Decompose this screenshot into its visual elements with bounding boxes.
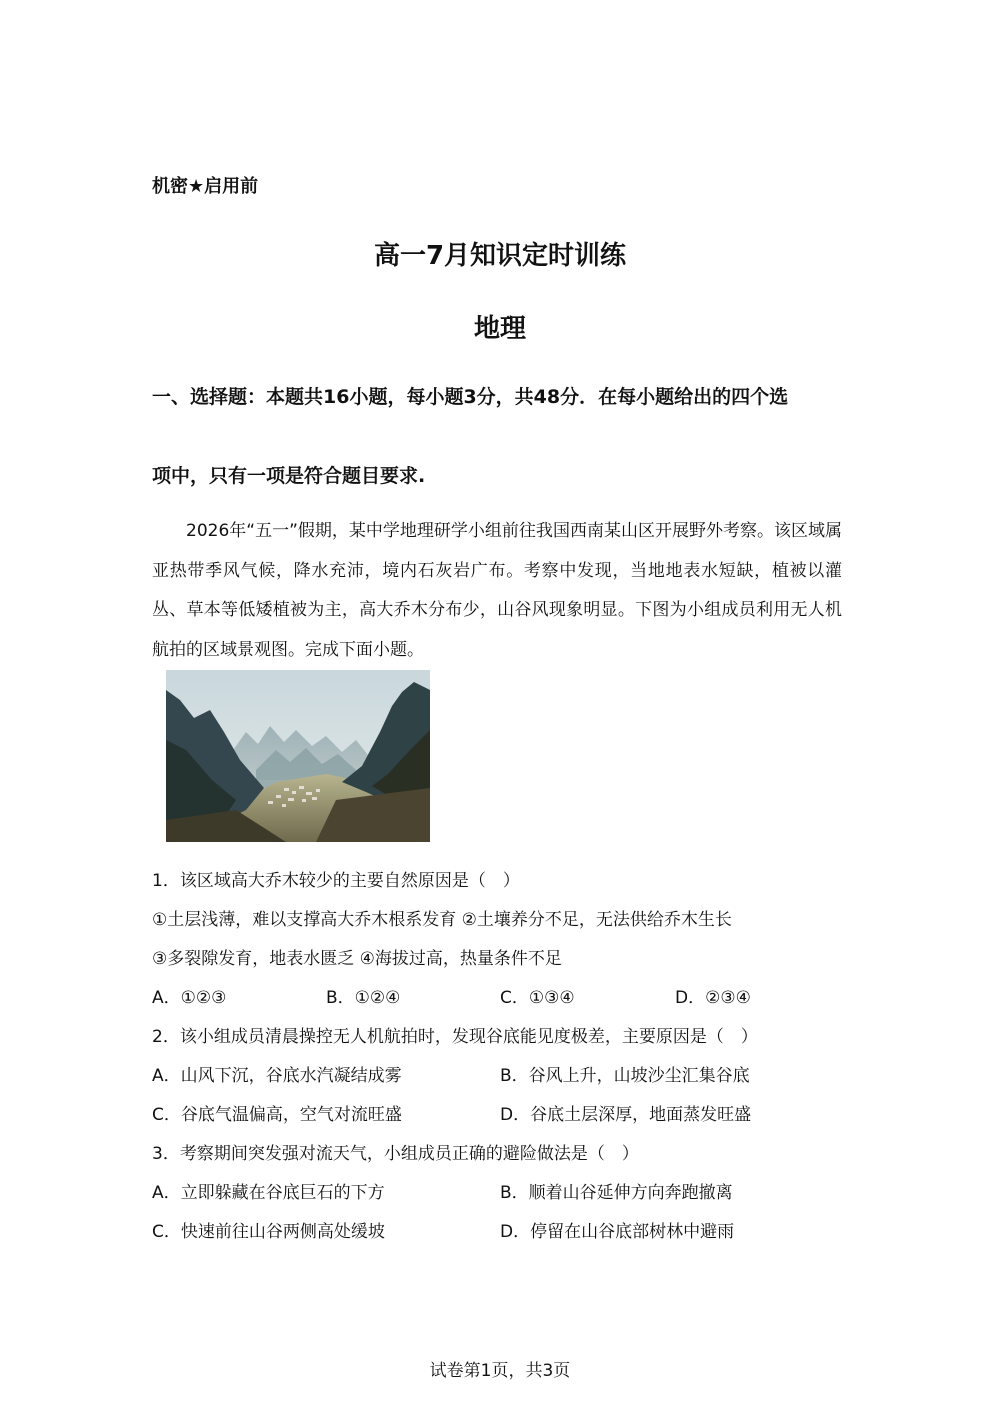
question-1-statements-line2: ③多裂隙发育，地表水匮乏 ④海拔过高，热量条件不足 [152, 949, 562, 969]
confidential-label: 机密★启用前 [152, 176, 259, 197]
section-heading-line1: 一、选择题：本题共16小题，每小题3分，共48分．在每小题给出的四个选 [152, 386, 789, 408]
question-1-option-d: D．②③④ [675, 988, 751, 1008]
question-3-option-a: A．立即躲藏在谷底巨石的下方 [152, 1183, 385, 1203]
question-2-option-c: C．谷底气温偏高，空气对流旺盛 [152, 1105, 402, 1125]
passage-text: 2026年“五一”假期，某中学地理研学小组前往我国西南某山区开展野外考察。该区域属亚热带季风气候，降水充沛，境内石灰岩广布。考察中发现，当地地表水短缺，植被以灌丛、草本等低矮植被为主，高大乔木分布少，山谷风现象明显。下图为小组成员利用无人机航拍的区域景观图。完成下面小题。 [152, 521, 842, 660]
question-1-option-b: B．①②④ [326, 988, 401, 1008]
question-1-statements-line1: ①土层浅薄，难以支撑高大乔木根系发育 ②土壤养分不足，无法供给乔木生长 [152, 910, 732, 930]
exam-title: 高一7月知识定时训练 [373, 241, 627, 271]
aerial-landscape-photo [166, 670, 430, 842]
page-footer: 试卷第1页，共3页 [429, 1361, 571, 1381]
section-heading-line2: 项中，只有一项是符合题目要求. [152, 465, 426, 487]
question-2-option-a: A．山风下沉，谷底水汽凝结成雾 [152, 1066, 402, 1086]
question-1-stem: 1．该区域高大乔木较少的主要自然原因是（ ） [152, 871, 520, 891]
question-1-option-a: A．①②③ [152, 988, 227, 1008]
question-3-stem: 3．考察期间突发强对流天气，小组成员正确的避险做法是（ ） [152, 1144, 639, 1164]
question-1-option-c: C．①③④ [500, 988, 575, 1008]
question-2-option-d: D．谷底土层深厚，地面蒸发旺盛 [500, 1105, 752, 1125]
question-3-option-c: C．快速前往山谷两侧高处缓坡 [152, 1222, 385, 1242]
question-2-option-b: B．谷风上升，山坡沙尘汇集谷底 [500, 1066, 750, 1086]
question-3-option-b: B．顺着山谷延伸方向奔跑撤离 [500, 1183, 733, 1203]
subject-title: 地理 [473, 314, 526, 344]
question-2-stem: 2．该小组成员清晨操控无人机航拍时，发现谷底能见度极差，主要原因是（ ） [152, 1027, 758, 1047]
question-3-option-d: D．停留在山谷底部树林中避雨 [500, 1222, 735, 1242]
